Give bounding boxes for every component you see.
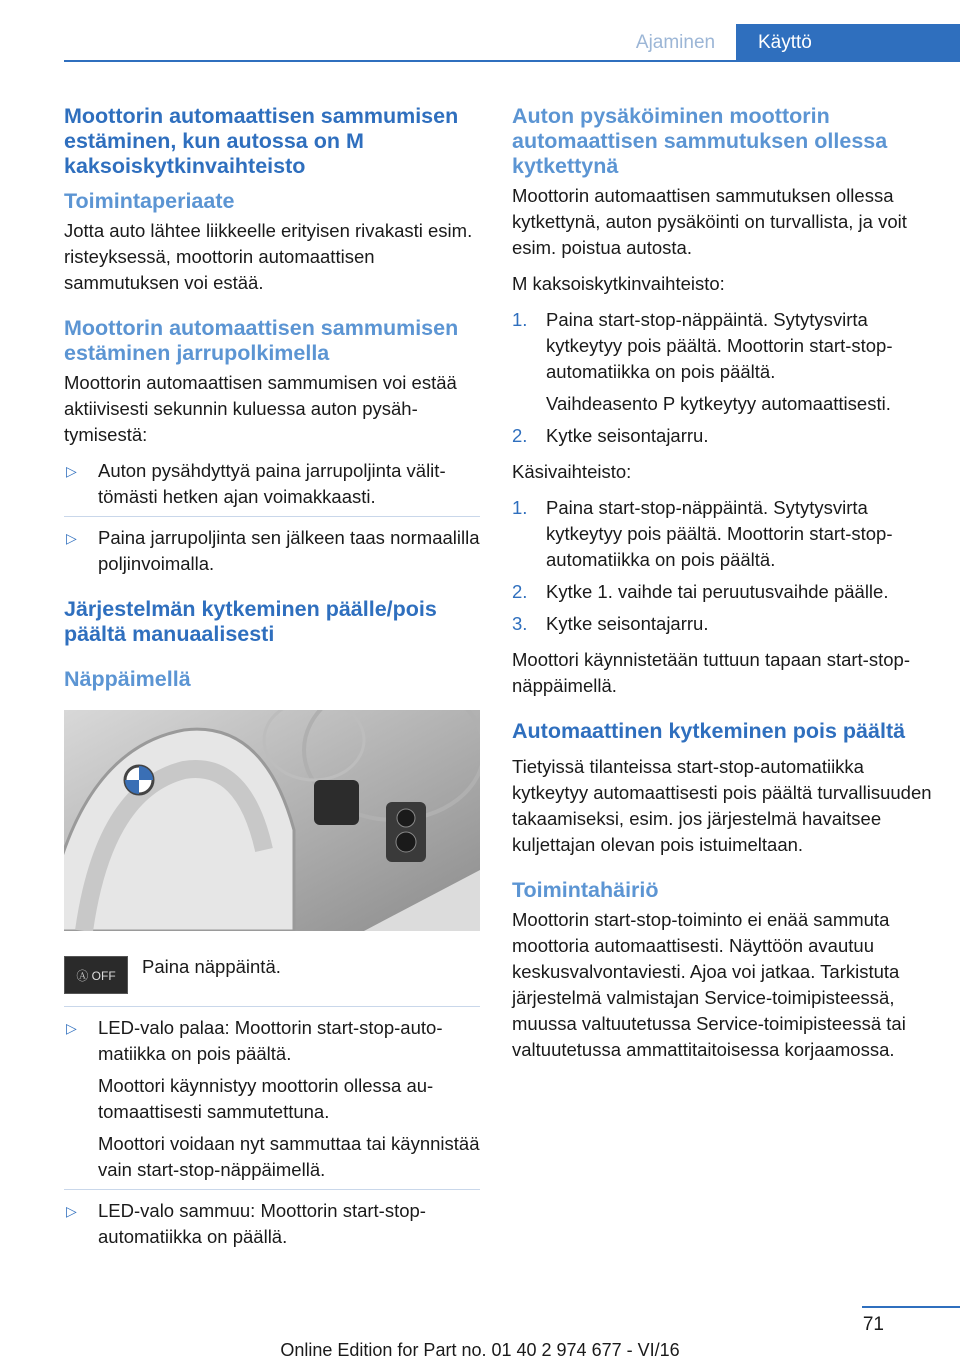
list-item: ▷ LED-valo palaa: Moottorin start-stop-automatiikka on pois päältä. Moottori käynnistyy moottorin ollessa automaattisesti sammutettuna. Moottori voidaan nyt sammuttaa tai käynnistää vain start-stop-näppäimellä.	[66, 1017, 480, 1180]
para-brake: Moottorin automaattisen sammumisen voi estää aktiivisesti sekunnin kuluessa auton pysähtymisestä:	[64, 372, 457, 445]
para-fault: Moottorin start-stop-toiminto ei enää sammuta moottoria automaattisesti. Näyttöön avautuu keskusvalvontaviesti. Ajoa voi jatkaa. Tarkistuta järjestelmä valmistajan Service-toimipisteessä, muussa valtuutetussa Service-toimipisteessä tai valtuutetussa ammattitaitoisessa korjaamossa.	[512, 909, 906, 1060]
para-principle: Jotta auto lähtee liikkeelle erityisen rivakasti esim. risteyksessä, moottorin automaattisen sammutuksen voi estää.	[64, 220, 473, 293]
triangle-bullet-icon: ▷	[66, 1020, 77, 1036]
triangle-bullet-icon: ▷	[66, 463, 77, 479]
page-number: 71	[862, 1314, 884, 1335]
bullets-led	[64, 1006, 480, 1250]
list-item: 1. Paina start-stop-näppäintä. Sytytysvirta kytkeytyy pois päältä. Moottorin start-stop-automatiikka on pois päältä. Vaihdeasento P kytkeytyy automaattisesti.	[512, 309, 893, 414]
list-item: ▷ Paina jarrupoljinta sen jälkeen taas normaalilla poljinvoimalla.	[66, 527, 480, 574]
heading-park: Auton pysäköiminen moottorin automaattisen sammutuksen ollessa kytkettynä	[512, 104, 888, 178]
para-m-gearbox: M kaksoiskytkinvaihteisto:	[512, 273, 725, 294]
header-tab-section[interactable]: Ajaminen	[635, 32, 716, 53]
heading-manual: Järjestelmän kytkeminen päälle/pois päältä manuaalisesti	[64, 597, 437, 646]
dashboard-steering-wheel-image	[64, 710, 480, 931]
list-item: 2. Kytke 1. vaihde tai peruutusvaihde päälle.	[512, 581, 889, 602]
para-auto-off: Tietyissä tilanteissa start-stop-automatiikka kytkeytyy automaattisesti pois päältä turvallisuuden takaamiseksi, esim. jos järjestelmä havaitsee kuljettajan olevan pois istuimeltaan.	[512, 756, 932, 855]
triangle-bullet-icon: ▷	[66, 530, 77, 546]
bullets-brake	[64, 458, 480, 577]
para-restart: Moottori käynnistetään tuttuun tapaan start-stop-näppäimellä.	[512, 649, 910, 696]
list-item: 3. Kytke seisontajarru.	[512, 613, 709, 634]
heading-auto-off: Automaattinen kytkeminen pois päältä	[512, 719, 906, 743]
list-item: ▷ LED-valo sammuu: Moottorin start-stop-automatiikka on päällä.	[66, 1200, 426, 1247]
para-press: Paina näppäintä.	[142, 956, 281, 977]
list-item: ▷ Auton pysähdyttyä paina jarrupoljinta välittömästi hetken ajan voimakkaasti.	[66, 460, 446, 507]
heading-button: Näppäimellä	[64, 667, 191, 691]
heading-principle: Toimintaperiaate	[64, 189, 235, 213]
heading-main: Moottorin automaattisen sammumisen estäminen, kun autossa on M kaksoiskytkinvaihteisto	[64, 104, 459, 178]
list-item: 1. Paina start-stop-näppäintä. Sytytysvirta kytkeytyy pois päältä. Moottorin start-stop-automatiikka on pois päältä.	[512, 497, 893, 570]
triangle-bullet-icon: ▷	[66, 1203, 77, 1219]
heading-brake: Moottorin automaattisen sammumisen estäminen jarrupolkimella	[64, 316, 459, 365]
para-manual-gearbox: Käsivaihteisto:	[512, 461, 632, 482]
header-tab-active[interactable]: Käyttö	[736, 24, 960, 61]
footer-rule	[862, 1306, 960, 1308]
heading-fault: Toimintahäiriö	[512, 878, 659, 902]
steps-manual	[512, 495, 932, 637]
para-park: Moottorin automaattisen sammutuksen ollessa kytkettynä, auton pysäköinti on turvallista, ja voit esim. poistua autosta.	[512, 185, 907, 258]
list-item: 2. Kytke seisontajarru.	[512, 425, 709, 446]
edition-footer: Online Edition for Part no. 01 40 2 974 677 - VI/16	[280, 1340, 680, 1360]
auto-off-button-icon: Ⓐ OFF	[64, 956, 128, 994]
steps-m	[512, 307, 932, 449]
right-column	[512, 104, 932, 1073]
left-column	[64, 104, 480, 1260]
